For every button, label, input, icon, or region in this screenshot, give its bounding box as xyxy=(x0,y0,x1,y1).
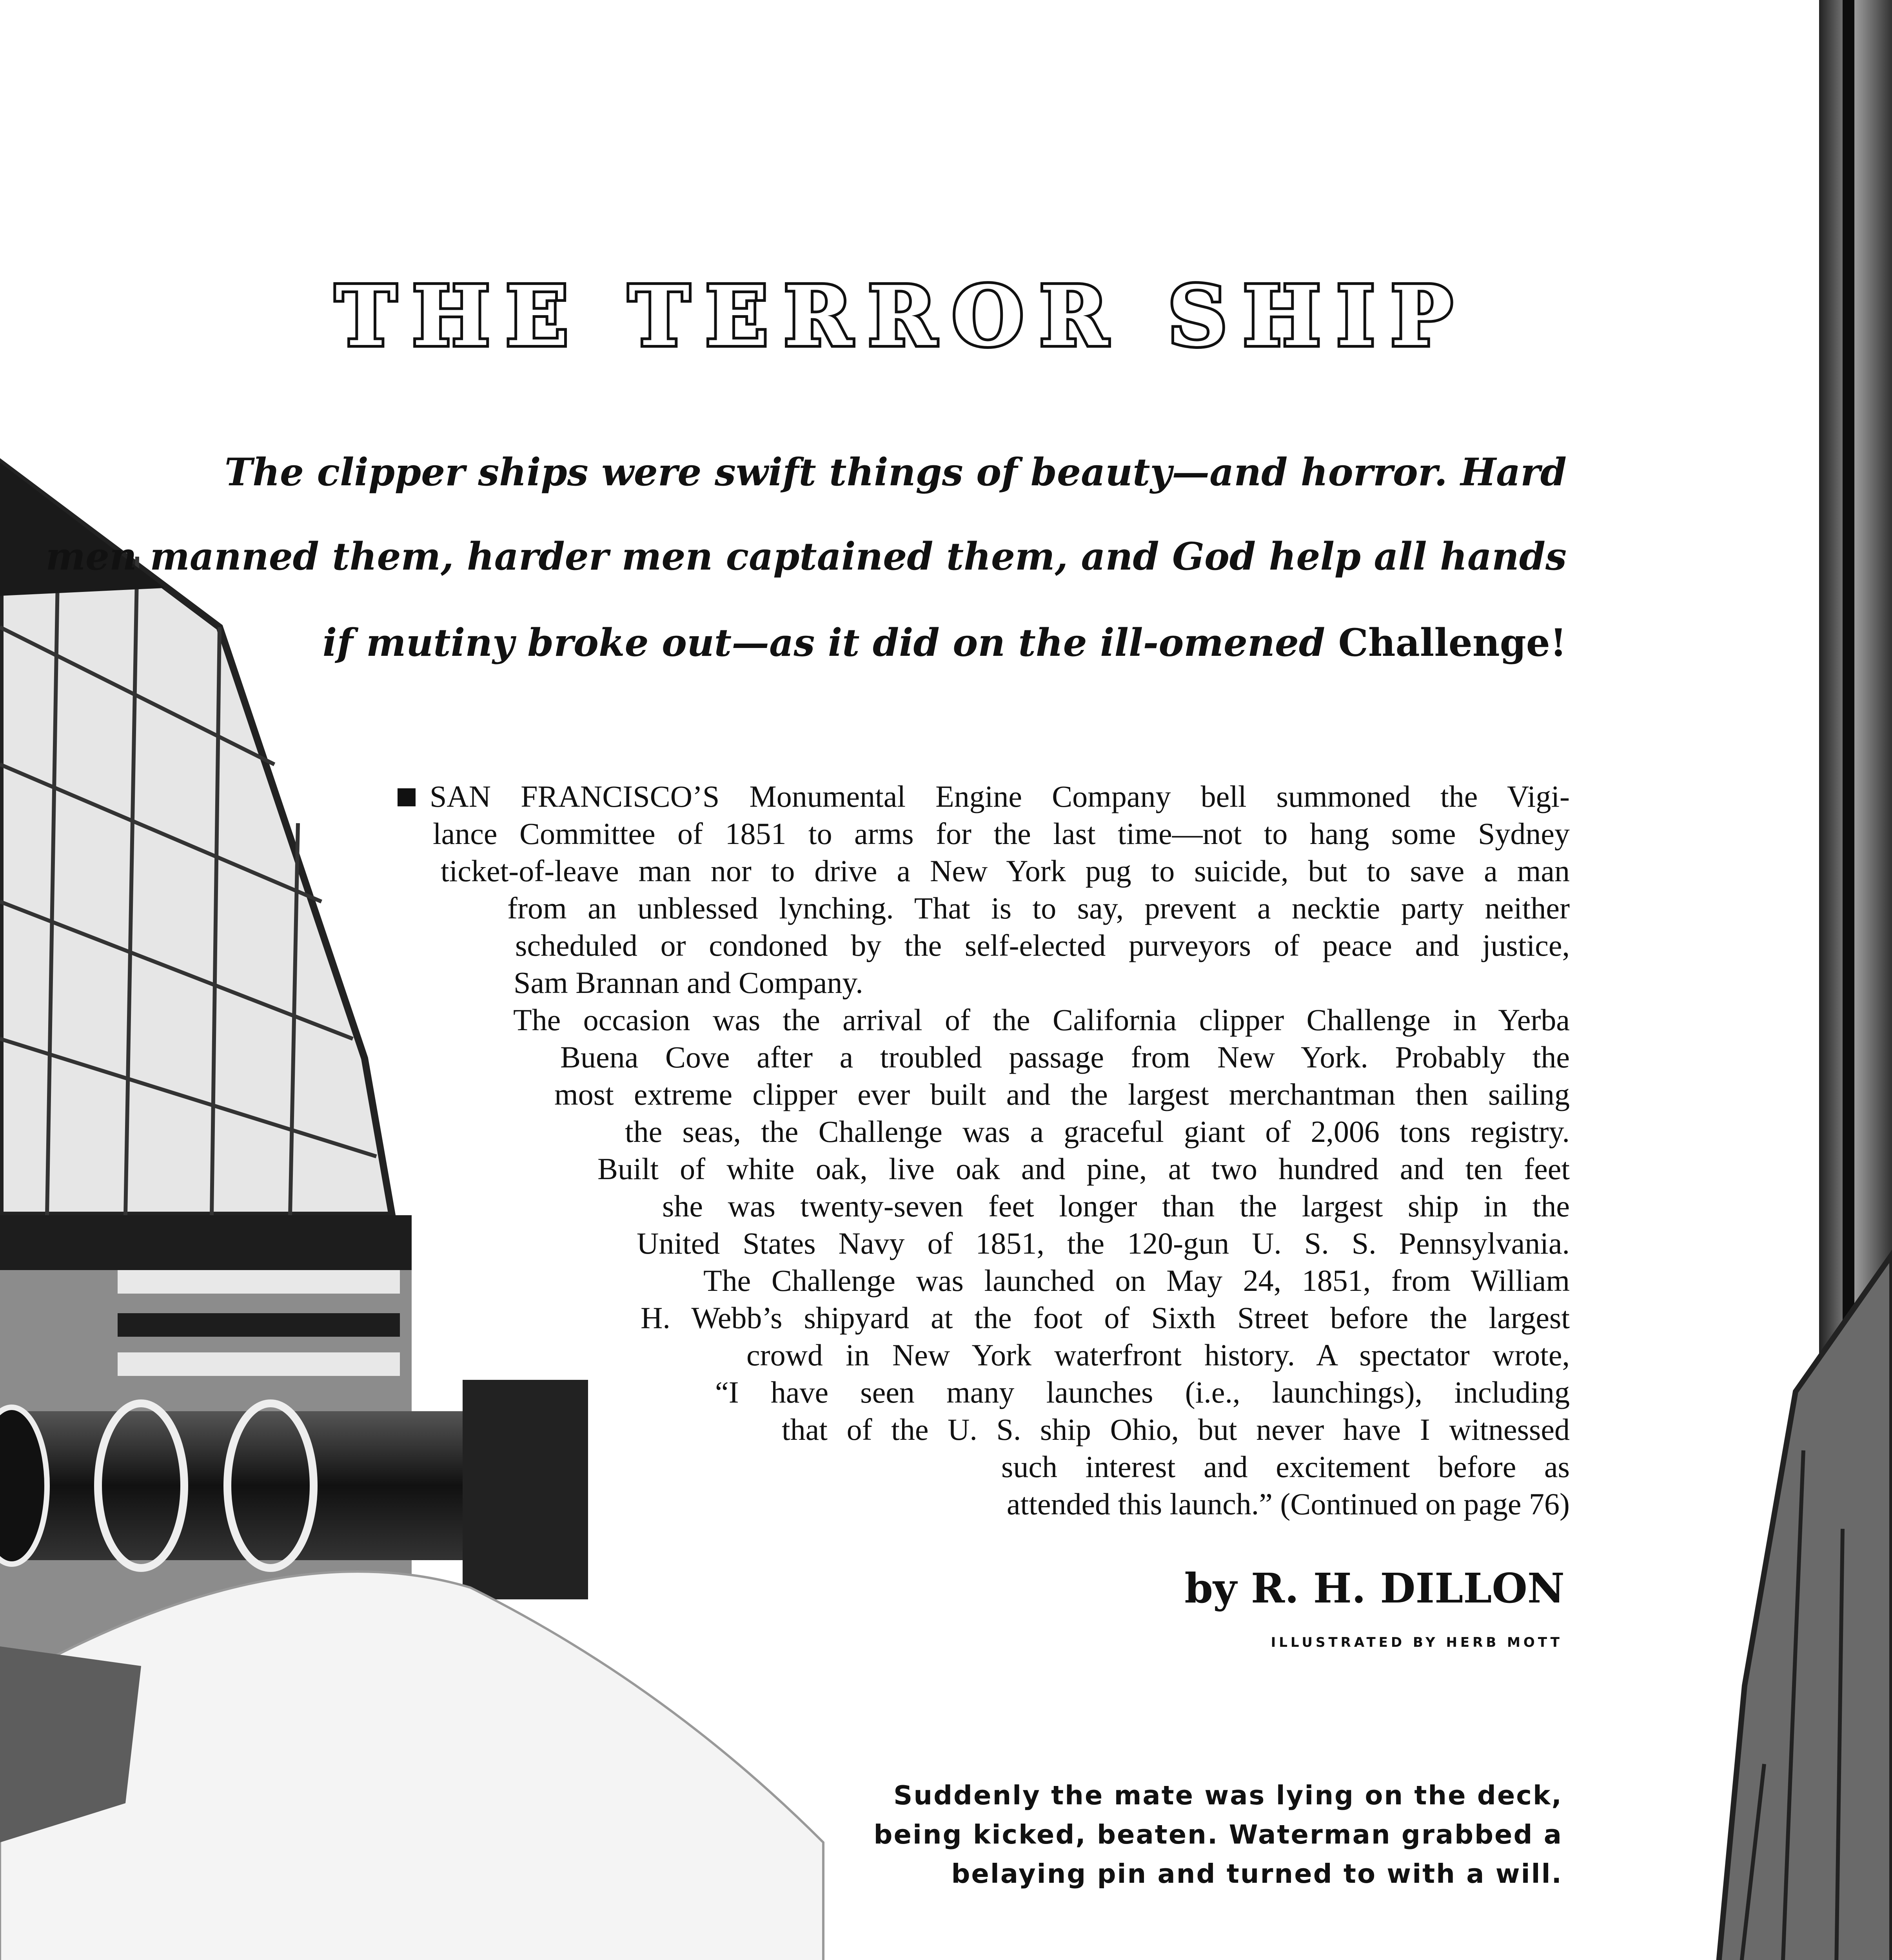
body-line: H. Webb’s shipyard at the foot of Sixth Street before the largest xyxy=(641,1301,1570,1335)
byline-by: by xyxy=(1184,1564,1237,1612)
ship-name: Challenge xyxy=(1338,621,1550,665)
body-line: ticket-of-leave man nor to drive a New York pug to suicide, but to save a man xyxy=(441,854,1570,888)
body-line: The Challenge was launched on May 24, 1851, from William xyxy=(703,1263,1570,1298)
caption-line: being kicked, beaten. Waterman grabbed a xyxy=(873,1819,1563,1850)
body-line: such interest and excitement before as xyxy=(1001,1450,1570,1484)
deck-line-2: men manned them, harder men captained them, and God help all hands xyxy=(45,534,1567,579)
page-title-text: THE TERROR SHIP xyxy=(335,274,1469,353)
body-line: lance Committee of 1851 to arms for the last time—not to hang some Sydney xyxy=(433,817,1570,851)
body-line: crowd in New York waterfront history. A spectator wrote, xyxy=(746,1338,1570,1372)
body-line: that of the U. S. ship Ohio, but never have I witnessed xyxy=(782,1412,1570,1446)
body-line: Buena Cove after a troubled passage from New York. Probably the xyxy=(560,1040,1570,1074)
body-line: from an unblessed lynching. That is to say, prevent a necktie party neither xyxy=(507,891,1570,925)
illustrator-credit: ILLUSTRATED BY HERB MOTT xyxy=(1271,1635,1563,1650)
body-line: Built of white oak, live oak and pine, at two hundred and ten feet xyxy=(597,1152,1570,1186)
bullet-icon xyxy=(398,788,416,806)
page-title xyxy=(220,274,1584,353)
cannon xyxy=(0,1411,510,1560)
deck-line-3-text: if mutiny broke out—as it did on the ill-omened xyxy=(322,621,1338,665)
byline xyxy=(1184,1564,1565,1612)
body-line: she was twenty-seven feet longer than the largest ship in the xyxy=(662,1189,1570,1223)
body-line: United States Navy of 1851, the 120-gun U. S. S. Pennsylvania. xyxy=(637,1226,1570,1260)
caption-line: Suddenly the mate was lying on the deck, xyxy=(893,1780,1563,1811)
deck-line-3 xyxy=(323,621,1567,664)
body-line: attended this launch.” (Continued on page 76) xyxy=(1006,1487,1570,1521)
body-line: “I have seen many launches (i.e., launchings), including xyxy=(715,1375,1570,1409)
body-line: most extreme clipper ever built and the largest merchantman then sailing xyxy=(554,1077,1570,1111)
deck-line-1: The clipper ships were swift things of beauty—and horror. Hard xyxy=(224,450,1567,494)
deck-exclamation: ! xyxy=(1550,621,1567,665)
body-line: Sam Brannan and Company. xyxy=(514,965,863,1000)
body-line: The occasion was the arrival of the California clipper Challenge in Yerba xyxy=(513,1003,1570,1037)
author-name: R. H. DILLON xyxy=(1251,1564,1565,1612)
body-line: scheduled or condoned by the self-elected purveyors of peace and justice, xyxy=(515,928,1570,962)
caption-line: belaying pin and turned to with a will. xyxy=(951,1858,1563,1889)
body-line: SAN FRANCISCO’S Monumental Engine Company bell summoned the Vigi- xyxy=(398,778,1570,815)
body-line: the seas, the Challenge was a graceful giant of 2,006 tons registry. xyxy=(625,1114,1570,1149)
